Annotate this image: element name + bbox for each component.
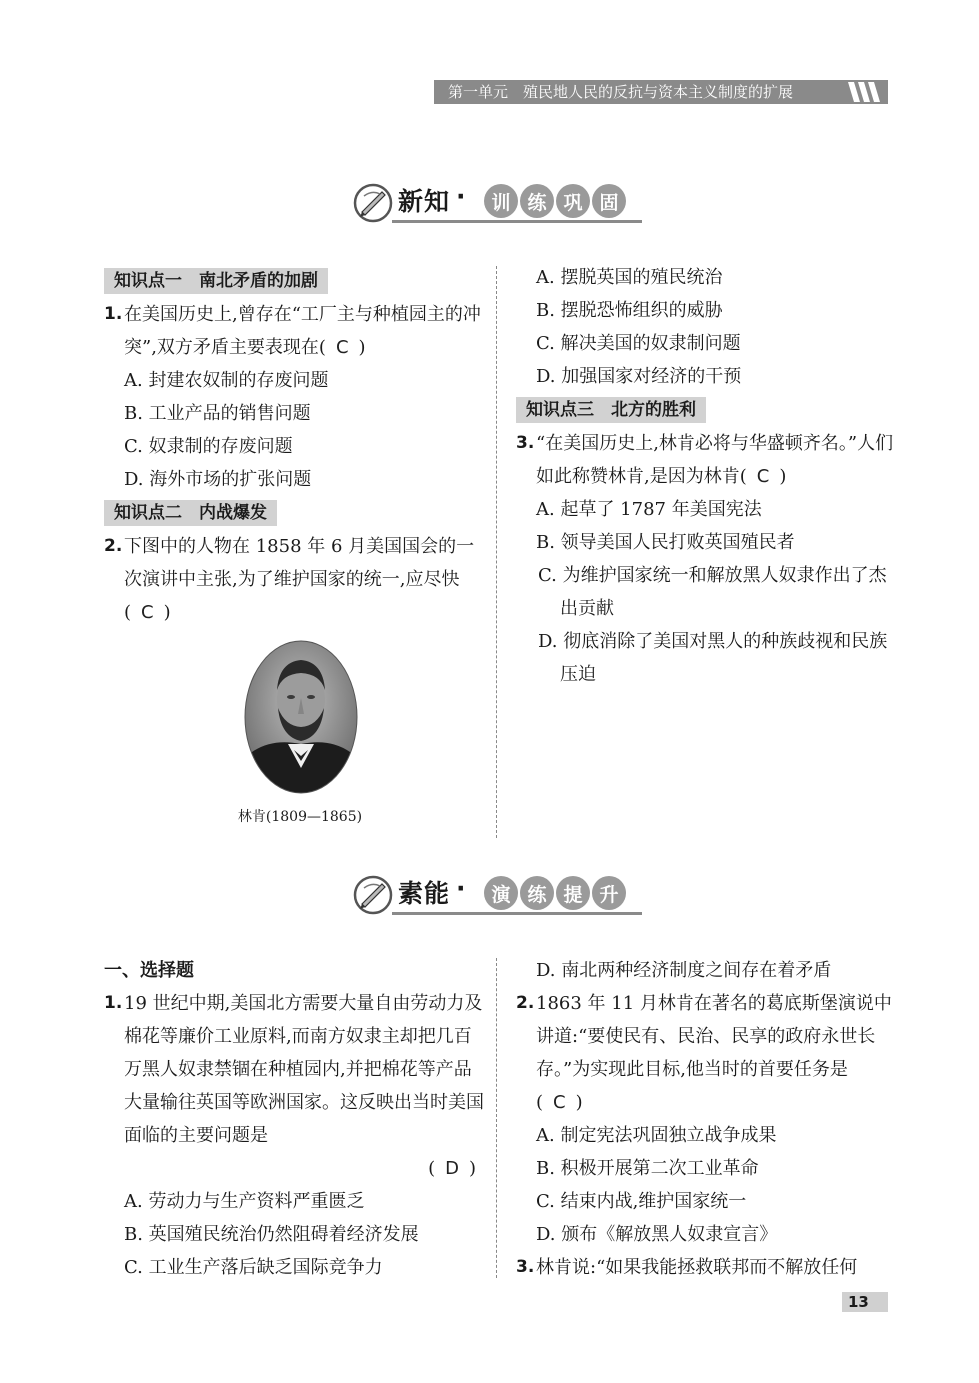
knowledge-point-heading: 知识点三 北方的胜利 — [516, 397, 706, 423]
answer-close: ) — [358, 337, 366, 358]
banner-pill: 固 — [592, 184, 626, 218]
question-number: 1. — [104, 304, 123, 324]
option: D. 海外市场的扩张问题 — [124, 469, 312, 490]
option: C. 为维护国家统一和解放黑人奴隶作出了杰出贡献 — [538, 565, 887, 619]
stripes-icon — [846, 82, 882, 102]
banner-dot: · — [456, 874, 466, 903]
option: D. 南北两种经济制度之间存在着矛盾 — [536, 960, 832, 981]
answer-close: ) — [163, 602, 171, 623]
part1-right-column — [516, 261, 894, 691]
option: B. 工业产品的销售问题 — [124, 403, 311, 424]
knowledge-point-heading: 知识点二 内战爆发 — [104, 500, 277, 526]
option: B. 积极开展第二次工业革命 — [536, 1158, 759, 1179]
banner-pill: 提 — [556, 876, 590, 910]
banner-pill: 演 — [484, 876, 518, 910]
unit-title: 第一单元 殖民地人民的反抗与资本主义制度的扩展 — [448, 83, 794, 101]
option: C. 工业生产落后缺乏国际竞争力 — [124, 1257, 383, 1278]
option: A. 封建农奴制的存废问题 — [124, 370, 329, 391]
lincoln-portrait — [244, 640, 358, 794]
option: C. 结束内战,维护国家统一 — [536, 1191, 747, 1212]
section-label: 一、选择题 — [104, 960, 194, 981]
option: A. 摆脱英国的殖民统治 — [536, 267, 723, 288]
question-number: 3. — [516, 433, 535, 453]
answer-close: ) — [779, 466, 787, 487]
column-divider — [496, 958, 497, 1278]
option: B. 英国殖民统治仍然阻碍着经济发展 — [124, 1224, 419, 1245]
banner-pills — [484, 876, 626, 910]
question-stem: 19 世纪中期,美国北方需要大量自由劳动力及棉花等廉价工业原料,而南方奴隶主却把几百万黑人奴隶禁锢在种植园内,并把棉花等产品大量输往英国等欧洲国家。这反映出当时美国面临的主要问题是 — [124, 993, 484, 1146]
question-number: 3. — [516, 1257, 535, 1277]
answer: C — [756, 466, 770, 487]
section-banner-practice — [352, 872, 642, 920]
portrait-caption: 林肯(1809—1865) — [237, 809, 363, 825]
question-1 — [104, 298, 484, 364]
banner-title: 素能 — [398, 879, 451, 908]
option: A. 劳动力与生产资料严重匮乏 — [124, 1191, 365, 1212]
banner-pills — [484, 184, 626, 218]
question-stem: 1863 年 11 月林肯在著名的葛底斯堡演说中讲道:“要使民有、民治、民享的政府永世长存。”为实现此目标,他当时的首要任务是( — [536, 993, 892, 1113]
section-banner-new-knowledge — [352, 180, 642, 228]
option: D. 加强国家对经济的干预 — [536, 366, 742, 387]
question-number: 1. — [104, 993, 123, 1013]
banner-underline — [392, 912, 642, 915]
answer-close: ) — [575, 1092, 583, 1113]
answer-close: ) — [468, 1158, 476, 1179]
banner-underline — [392, 220, 642, 223]
question-stem: 林肯说:“如果我能拯救联邦而不解放任何 — [536, 1257, 858, 1278]
answer: C — [553, 1092, 566, 1113]
part2-left-column — [104, 954, 484, 1284]
option: D. 颁布《解放黑人奴隶宣言》 — [536, 1224, 778, 1245]
question-number: 2. — [516, 993, 535, 1013]
option: C. 解决美国的奴隶制问题 — [536, 333, 741, 354]
banner-dot: · — [456, 182, 466, 211]
pencil-badge-icon — [352, 874, 394, 916]
pencil-badge-icon — [352, 182, 394, 224]
page-number: 13 — [842, 1292, 888, 1312]
option: B. 摆脱恐怖组织的威胁 — [536, 300, 723, 321]
question-number: 2. — [104, 536, 123, 556]
question-1 — [104, 987, 484, 1152]
answer: D — [445, 1158, 459, 1179]
banner-pill: 升 — [592, 876, 626, 910]
question-2 — [516, 987, 894, 1119]
option: B. 领导美国人民打败英国殖民者 — [536, 532, 795, 553]
answer-line — [104, 1152, 484, 1185]
option: A. 制定宪法巩固独立战争成果 — [536, 1125, 777, 1146]
option: D. 彻底消除了美国对黑人的种族歧视和民族压迫 — [538, 631, 888, 685]
part2-right-column — [516, 954, 894, 1284]
knowledge-point-heading: 知识点一 南北矛盾的加剧 — [104, 268, 328, 294]
answer: C — [141, 602, 154, 623]
part1-left-column — [104, 264, 484, 629]
question-stem: 下图中的人物在 1858 年 6 月美国国会的一次演讲中主张,为了维护国家的统一,应尽快( — [124, 536, 475, 623]
answer-open: ( — [428, 1158, 436, 1179]
banner-pill: 练 — [520, 876, 554, 910]
banner-title: 新知 — [398, 187, 451, 216]
banner-pill: 练 — [520, 184, 554, 218]
unit-header — [434, 80, 888, 104]
answer: C — [335, 337, 349, 358]
option: C. 奴隶制的存废问题 — [124, 436, 293, 457]
question-stem: “在美国历史上,林肯必将与华盛顿齐名。”人们如此称赞林肯,是因为林肯( — [536, 433, 894, 487]
question-3 — [516, 1251, 894, 1284]
option: A. 起草了 1787 年美国宪法 — [536, 499, 762, 520]
banner-pill: 训 — [484, 184, 518, 218]
question-3 — [516, 427, 894, 493]
column-divider — [496, 266, 497, 838]
question-stem: 在美国历史上,曾存在“工厂主与种植园主的冲突”,双方矛盾主要表现在( — [124, 304, 481, 358]
banner-pill: 巩 — [556, 184, 590, 218]
question-2 — [104, 530, 484, 629]
